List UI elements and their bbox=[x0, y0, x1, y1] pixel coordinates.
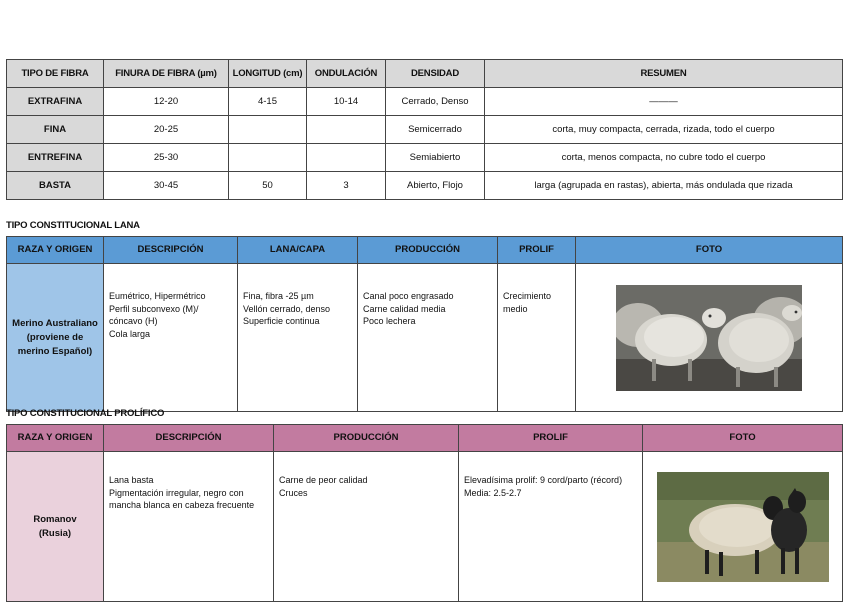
table-cell: BASTA bbox=[7, 172, 104, 200]
prolif-line: Elevadísima prolif: 9 cord/parto (récord) bbox=[464, 475, 623, 485]
table-row bbox=[7, 116, 843, 144]
table-cell: corta, menos compacta, no cubre todo el cuerpo bbox=[485, 144, 843, 172]
table-cell: EXTRAFINA bbox=[7, 88, 104, 116]
column-header: DESCRIPCIÓN bbox=[104, 425, 274, 452]
table-cell: 3 bbox=[307, 172, 386, 200]
breed-cell bbox=[7, 452, 104, 602]
table-header-row bbox=[7, 237, 843, 264]
column-header: FOTO bbox=[576, 237, 843, 264]
column-header: ONDULACIÓN bbox=[307, 60, 386, 88]
wool-line: Fina, fibra -25 µm bbox=[243, 291, 314, 301]
breed-line: (Rusia) bbox=[38, 527, 72, 539]
description-cell bbox=[104, 264, 238, 412]
table-cell: 20-25 bbox=[104, 116, 229, 144]
column-header: LONGITUD (cm) bbox=[229, 60, 307, 88]
column-header: PROLIF bbox=[459, 425, 643, 452]
table-cell: 30-45 bbox=[104, 172, 229, 200]
production-line: Cruces bbox=[279, 487, 308, 498]
table-cell: larga (agrupada en rastas), abierta, más ondulada que rizada bbox=[485, 172, 843, 200]
production-line: Carne de peor calidad bbox=[279, 475, 368, 485]
fiber-type-table bbox=[6, 59, 843, 200]
column-header: DESCRIPCIÓN bbox=[104, 237, 238, 264]
table-cell: 12-20 bbox=[104, 88, 229, 116]
description-line: Perfil subconvexo (M)/ bbox=[109, 303, 199, 314]
column-header: RESUMEN bbox=[485, 60, 843, 88]
column-header: RAZA Y ORIGEN bbox=[7, 237, 104, 264]
section-title-prolific: TIPO CONSTITUCIONAL PROLÍFICO bbox=[6, 408, 165, 419]
table-row bbox=[7, 88, 843, 116]
photo-cell bbox=[643, 452, 843, 602]
production-line: Carne calidad media bbox=[363, 303, 446, 314]
prolif-line: Crecimiento bbox=[503, 291, 552, 301]
description-cell bbox=[104, 452, 274, 602]
table-cell bbox=[229, 144, 307, 172]
wool-line: Vellón cerrado, denso bbox=[243, 303, 331, 314]
table-cell: ENTREFINA bbox=[7, 144, 104, 172]
breed-line: merino Español) bbox=[17, 345, 93, 357]
column-header: DENSIDAD bbox=[386, 60, 485, 88]
production-cell bbox=[358, 264, 498, 412]
breed-line: Romanov bbox=[33, 513, 77, 525]
prolific-type-table bbox=[6, 424, 843, 602]
description-line: Pigmentación irregular, negro con bbox=[109, 487, 244, 498]
description-line: Eumétrico, Hipermétrico bbox=[109, 291, 206, 301]
prolif-cell bbox=[498, 264, 576, 412]
production-line: Canal poco engrasado bbox=[363, 291, 454, 301]
prolif-line: medio bbox=[503, 303, 528, 314]
production-line: Poco lechera bbox=[363, 316, 416, 326]
description-line: mancha blanca en cabeza frecuente bbox=[109, 500, 255, 510]
description-line: Lana basta bbox=[109, 475, 154, 485]
column-header: PROLIF bbox=[498, 237, 576, 264]
table-cell: ——— bbox=[485, 88, 843, 116]
column-header: FOTO bbox=[643, 425, 843, 452]
breed-line: (proviene de bbox=[26, 331, 84, 343]
table-cell: 50 bbox=[229, 172, 307, 200]
table-row bbox=[7, 172, 843, 200]
section-title-wool: TIPO CONSTITUCIONAL LANA bbox=[6, 220, 140, 231]
table-cell: 25-30 bbox=[104, 144, 229, 172]
table-cell bbox=[307, 144, 386, 172]
table-cell: Abierto, Flojo bbox=[386, 172, 485, 200]
table-cell: 10-14 bbox=[307, 88, 386, 116]
table-row bbox=[7, 144, 843, 172]
column-header: PRODUCCIÓN bbox=[358, 237, 498, 264]
column-header: LANA/CAPA bbox=[238, 237, 358, 264]
production-cell bbox=[274, 452, 459, 602]
wool-line: Superficie continua bbox=[243, 316, 320, 326]
photo-cell bbox=[576, 264, 843, 412]
prolif-line: Media: 2.5-2.7 bbox=[464, 487, 522, 498]
merino-sheep-photo bbox=[616, 285, 802, 391]
table-cell bbox=[307, 116, 386, 144]
column-header: PRODUCCIÓN bbox=[274, 425, 459, 452]
table-cell: Semiabierto bbox=[386, 144, 485, 172]
table-cell: FINA bbox=[7, 116, 104, 144]
table-header-row bbox=[7, 425, 843, 452]
table-cell: Cerrado, Denso bbox=[386, 88, 485, 116]
column-header: RAZA Y ORIGEN bbox=[7, 425, 104, 452]
table-cell: 4-15 bbox=[229, 88, 307, 116]
prolif-cell bbox=[459, 452, 643, 602]
description-line: cóncavo (H) bbox=[109, 316, 158, 326]
wool-type-table bbox=[6, 236, 843, 412]
romanov-sheep-photo bbox=[657, 472, 829, 582]
table-header-row bbox=[7, 60, 843, 88]
table-cell: Semicerrado bbox=[386, 116, 485, 144]
wool-cell bbox=[238, 264, 358, 412]
column-header: TIPO DE FIBRA bbox=[7, 60, 104, 88]
breed-cell bbox=[7, 264, 104, 412]
breed-line: Merino Australiano bbox=[12, 317, 98, 329]
table-row bbox=[7, 264, 843, 412]
column-header: FINURA DE FIBRA (µm) bbox=[104, 60, 229, 88]
table-cell: corta, muy compacta, cerrada, rizada, todo el cuerpo bbox=[485, 116, 843, 144]
table-row bbox=[7, 452, 843, 602]
description-line: Cola larga bbox=[109, 328, 151, 339]
table-cell bbox=[229, 116, 307, 144]
